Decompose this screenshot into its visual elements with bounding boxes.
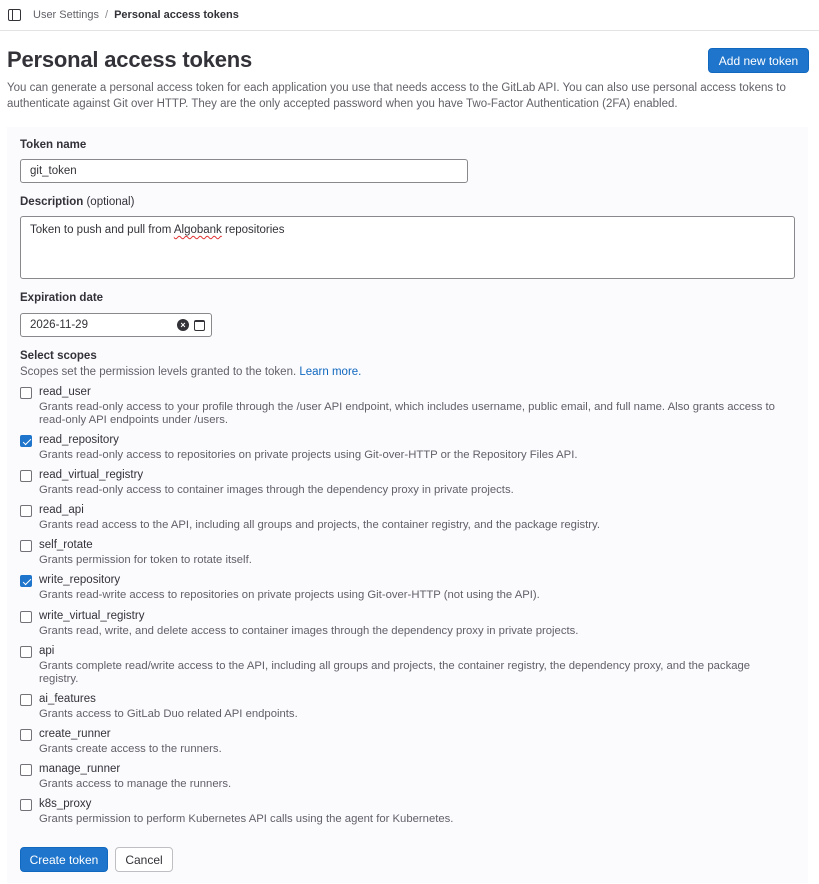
scope-description: Grants read-only access to container images through the dependency proxy in private projects. <box>39 484 514 496</box>
page-title: Personal access tokens <box>7 47 253 72</box>
scope-name[interactable]: k8s_proxy <box>39 798 92 810</box>
scope-description: Grants read-only access to repositories on private projects using Git-over-HTTP or the Repository Files API. <box>39 449 578 461</box>
scope-name[interactable]: write_virtual_registry <box>39 610 145 622</box>
scope-description: Grants access to GitLab Duo related API endpoints. <box>39 708 298 720</box>
scope-name[interactable]: read_user <box>39 386 91 398</box>
scope-checkbox-checked[interactable] <box>20 435 32 447</box>
clear-icon[interactable]: × <box>177 319 189 331</box>
expiration-date-label: Expiration date <box>20 292 104 304</box>
token-name-input[interactable] <box>20 159 468 183</box>
scope-description: Grants read-write access to repositories on private projects using Git-over-HTTP (not using the API). <box>39 589 540 601</box>
scope-description: Grants read, write, and delete access to container images through the dependency proxy in private projects. <box>39 625 579 637</box>
expiration-date-value: 2026-11-29 <box>30 319 88 331</box>
select-scopes-label: Select scopes <box>20 350 97 362</box>
token-name-label: Token name <box>20 139 87 151</box>
description-label-text: Description <box>20 196 84 208</box>
expiration-date-input[interactable] <box>20 313 212 337</box>
learn-more-link[interactable]: Learn more. <box>299 366 362 378</box>
scope-checkbox[interactable] <box>20 540 32 552</box>
scope-description: Grants create access to the runners. <box>39 743 222 755</box>
scope-checkbox[interactable] <box>20 646 32 658</box>
scope-checkbox[interactable] <box>20 694 32 706</box>
scope-checkbox[interactable] <box>20 611 32 623</box>
description-optional-text: (optional) <box>86 196 135 208</box>
scope-name[interactable]: manage_runner <box>39 763 121 775</box>
scope-name[interactable]: read_virtual_registry <box>39 469 144 481</box>
scope-checkbox[interactable] <box>20 729 32 741</box>
scope-name[interactable]: write_repository <box>39 574 121 586</box>
page-header <box>7 45 809 77</box>
misspelled-word: Algobank <box>173 224 222 236</box>
page-description: You can generate a personal access token for each application you use that needs access to the GitLab API. You can also use personal access tokens to authenticate against Git over HTTP. They are the only accepted password when you have Two-Factor Authentication (2FA) enabled. <box>7 82 786 110</box>
scope-name[interactable]: ai_features <box>39 693 96 705</box>
scope-description: Grants permission to perform Kubernetes API calls using the agent for Kubernetes. <box>39 813 454 825</box>
sidebar-toggle-icon[interactable] <box>8 9 21 21</box>
description-value <box>30 224 284 236</box>
scope-checkbox[interactable] <box>20 799 32 811</box>
scope-description: Grants read access to the API, including all groups and projects, the container registry, and the package registry. <box>39 519 600 531</box>
scopes-help <box>20 366 361 378</box>
scope-name[interactable]: create_runner <box>39 728 111 740</box>
scope-name[interactable]: api <box>39 645 55 657</box>
scope-checkbox[interactable] <box>20 505 32 517</box>
create-token-button[interactable]: Create token <box>20 847 108 872</box>
breadcrumb-separator: / <box>105 9 109 21</box>
description-text-end: repositories <box>221 224 285 236</box>
breadcrumb-user-settings[interactable]: User Settings <box>33 9 100 21</box>
scope-description: Grants permission for token to rotate itself. <box>39 554 252 566</box>
scope-description: Grants access to manage the runners. <box>39 778 232 790</box>
scope-name[interactable]: read_repository <box>39 434 119 446</box>
scope-checkbox[interactable] <box>20 387 32 399</box>
breadcrumb-bar <box>0 0 819 31</box>
add-new-token-button[interactable]: Add new token <box>708 48 809 73</box>
description-textarea[interactable] <box>20 216 795 279</box>
token-name-value: git_token <box>30 165 77 177</box>
cancel-button[interactable]: Cancel <box>115 847 173 872</box>
token-form <box>7 127 808 883</box>
calendar-icon[interactable] <box>194 320 205 331</box>
scope-description: Grants read-only access to your profile through the /user API endpoint, which includes username, public email, and full name. Also grants access to read-only API endpoints under /users. <box>39 401 775 426</box>
scope-checkbox[interactable] <box>20 470 32 482</box>
description-label <box>20 196 134 208</box>
scope-checkbox[interactable] <box>20 764 32 776</box>
scopes-help-text: Scopes set the permission levels granted to the token. <box>20 366 300 378</box>
description-text-start: Token to push and pull from <box>30 224 174 236</box>
breadcrumb-current: Personal access tokens <box>114 9 239 21</box>
date-icons <box>177 319 205 331</box>
scope-description: Grants complete read/write access to the API, including all groups and projects, the container registry, the dependency proxy, and the package registry. <box>39 660 751 685</box>
scope-name[interactable]: self_rotate <box>39 539 93 551</box>
scope-name[interactable]: read_api <box>39 504 84 516</box>
scope-checkbox-checked[interactable] <box>20 575 32 587</box>
